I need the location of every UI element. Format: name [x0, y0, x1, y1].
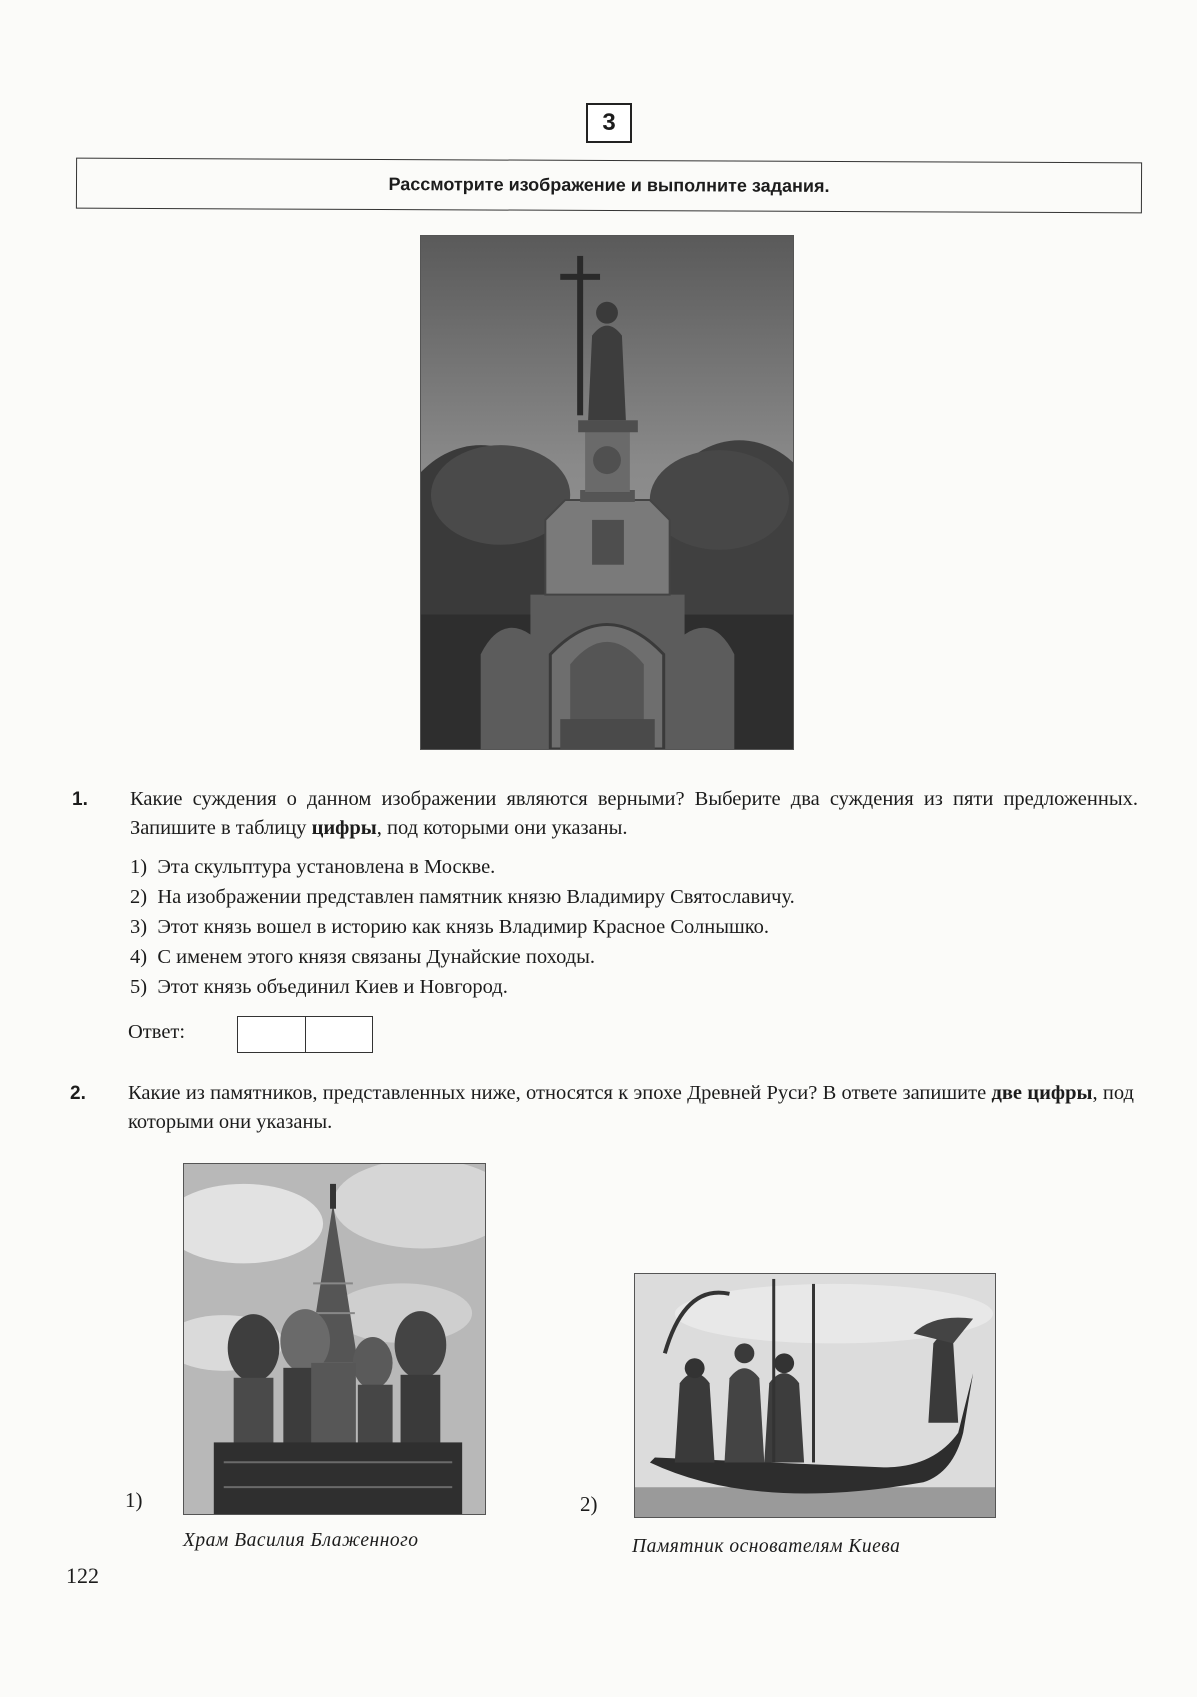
instruction-text: Рассмотрите изображение и выполните задания. [388, 174, 830, 196]
question-1-bold: цифры [311, 817, 377, 839]
option-3: 3) Этот князь вошел в историю как князь Владимир Красное Солнышко. [130, 916, 770, 938]
option-1: 1) Эта скульптура установлена в Москве. [130, 856, 496, 878]
option-5: 5) Этот князь объединил Киев и Новгород. [130, 976, 508, 998]
answer-cell-1[interactable] [238, 1017, 305, 1052]
question-2-bold: две цифры [991, 1082, 1093, 1104]
option-4: 4) С именем этого князя связаны Дунайские походы. [130, 946, 596, 968]
question-2-number: 2. [70, 1083, 86, 1104]
kyiv-founders-photo [634, 1273, 996, 1518]
variant-number: 3 [602, 109, 616, 136]
monument-photo [420, 235, 794, 750]
image-1-number: 1) [125, 1488, 143, 1512]
question-2-text: Какие из памятников, представленных ниже, относятся к эпохе Древней Руси? В ответе запишите две цифры, под которыми они указаны. [128, 1082, 1134, 1133]
cathedral-photo [183, 1163, 486, 1515]
option-2: 2) На изображении представлен памятник князю Владимиру Святославичу. [130, 886, 795, 908]
question-1-number: 1. [72, 789, 88, 810]
image-2-caption: Памятник основателям Киева [632, 1536, 901, 1557]
page-number: 122 [66, 1563, 99, 1588]
answer-table[interactable] [237, 1016, 373, 1053]
answer-label: Ответ: [128, 1021, 186, 1043]
variant-number-box [586, 103, 632, 143]
answer-cell-2[interactable] [305, 1017, 373, 1052]
question-1-text: Какие суждения о данном изображении являются верными? Выберите два суждения из пяти предложенных. Запишите в таблицу цифры, под которыми они указаны. [130, 788, 1138, 839]
image-1-caption: Храм Василия Блаженного [183, 1530, 419, 1551]
instruction-banner [76, 158, 1142, 214]
image-2-number: 2) [580, 1492, 598, 1516]
